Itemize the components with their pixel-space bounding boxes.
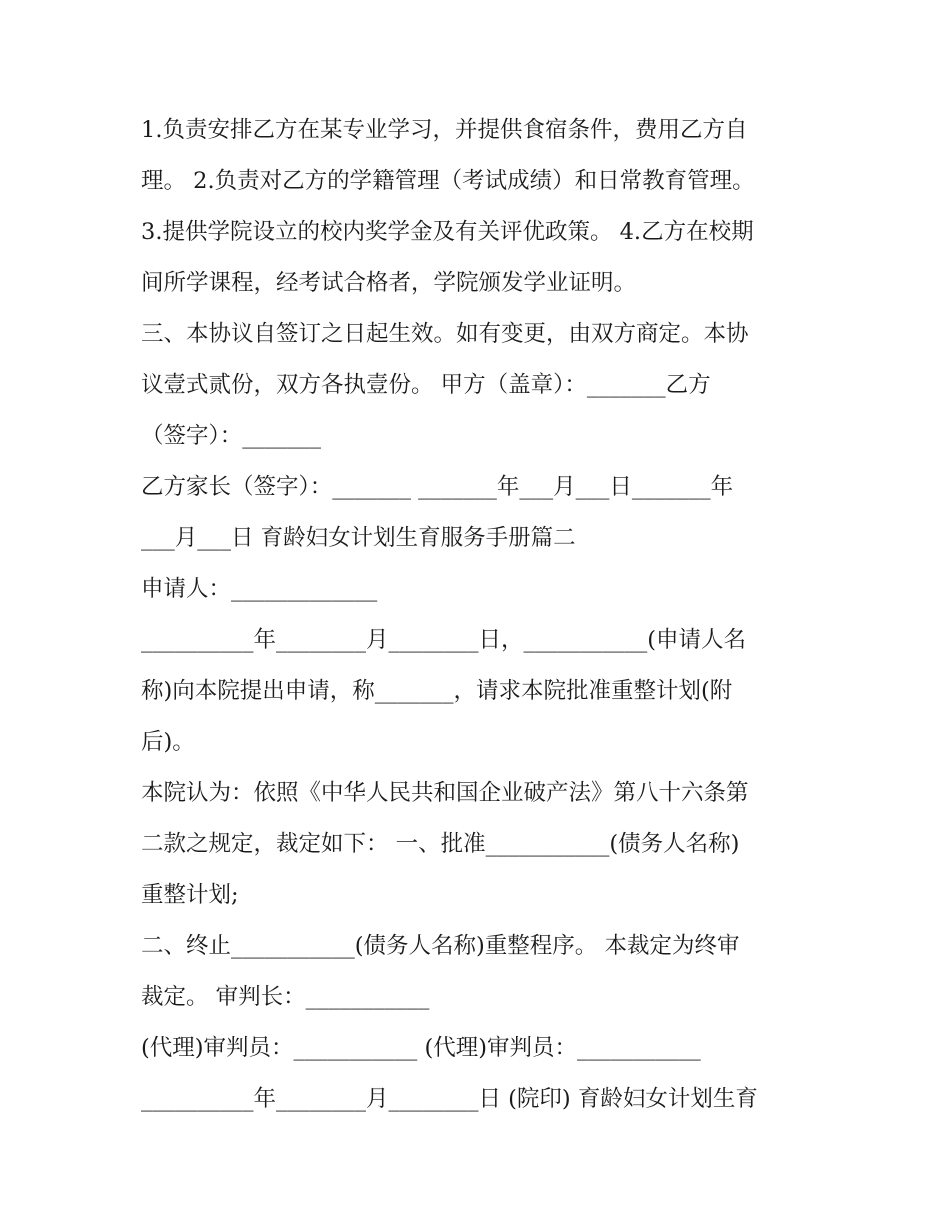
text-line: 二、终止___________(债务人名称)重整程序。 本裁定为终审 [141, 933, 740, 959]
text-line: 裁定。 审判长：___________ [141, 984, 430, 1010]
text-line: （签字）：_______ [141, 423, 322, 449]
text-line: 三、本协议自签订之日起生效。如有变更，由双方商定。本协 [141, 321, 749, 347]
text-line: (代理)审判员：___________ (代理)审判员：___________ [141, 1035, 701, 1061]
text-line: 二款之规定，裁定如下： 一、批准___________(债务人名称) [141, 831, 740, 857]
text-line: 称)向本院提出申请，称_______，请求本院批准重整计划(附 [141, 678, 733, 704]
text-line: 3.提供学院设立的校内奖学金及有关评优政策。 4.乙方在校期 [141, 219, 754, 245]
text-line: __________年________月________日 (院印) 育龄妇女计划生育 [141, 1086, 758, 1112]
text-line: 本院认为：依照《中华人民共和国企业破产法》第八十六条第 [141, 780, 749, 806]
text-line: 1.负责安排乙方在某专业学习，并提供食宿条件，费用乙方自 [141, 117, 748, 143]
text-line: 乙方家长（签字）：_______ _______年___月___日_______年 [141, 474, 734, 500]
text-line: 重整计划; [141, 882, 239, 908]
text-line: 后)。 [141, 729, 195, 755]
text-line: __________年________月________日，___________(申请人名 [141, 627, 747, 653]
text-line: 间所学课程，经考试合格者，学院颁发学业证明。 [141, 270, 637, 296]
text-line: 议壹式贰份，双方各执壹份。 甲方（盖章）：_______乙方 [141, 372, 711, 398]
text-line: 申请人：_____________ [141, 576, 378, 602]
text-line: ___月___日 育龄妇女计划生育服务手册篇二 [141, 525, 576, 551]
text-line: 理。 2.负责对乙方的学籍管理（考试成绩）和日常教育管理。 [141, 168, 755, 194]
